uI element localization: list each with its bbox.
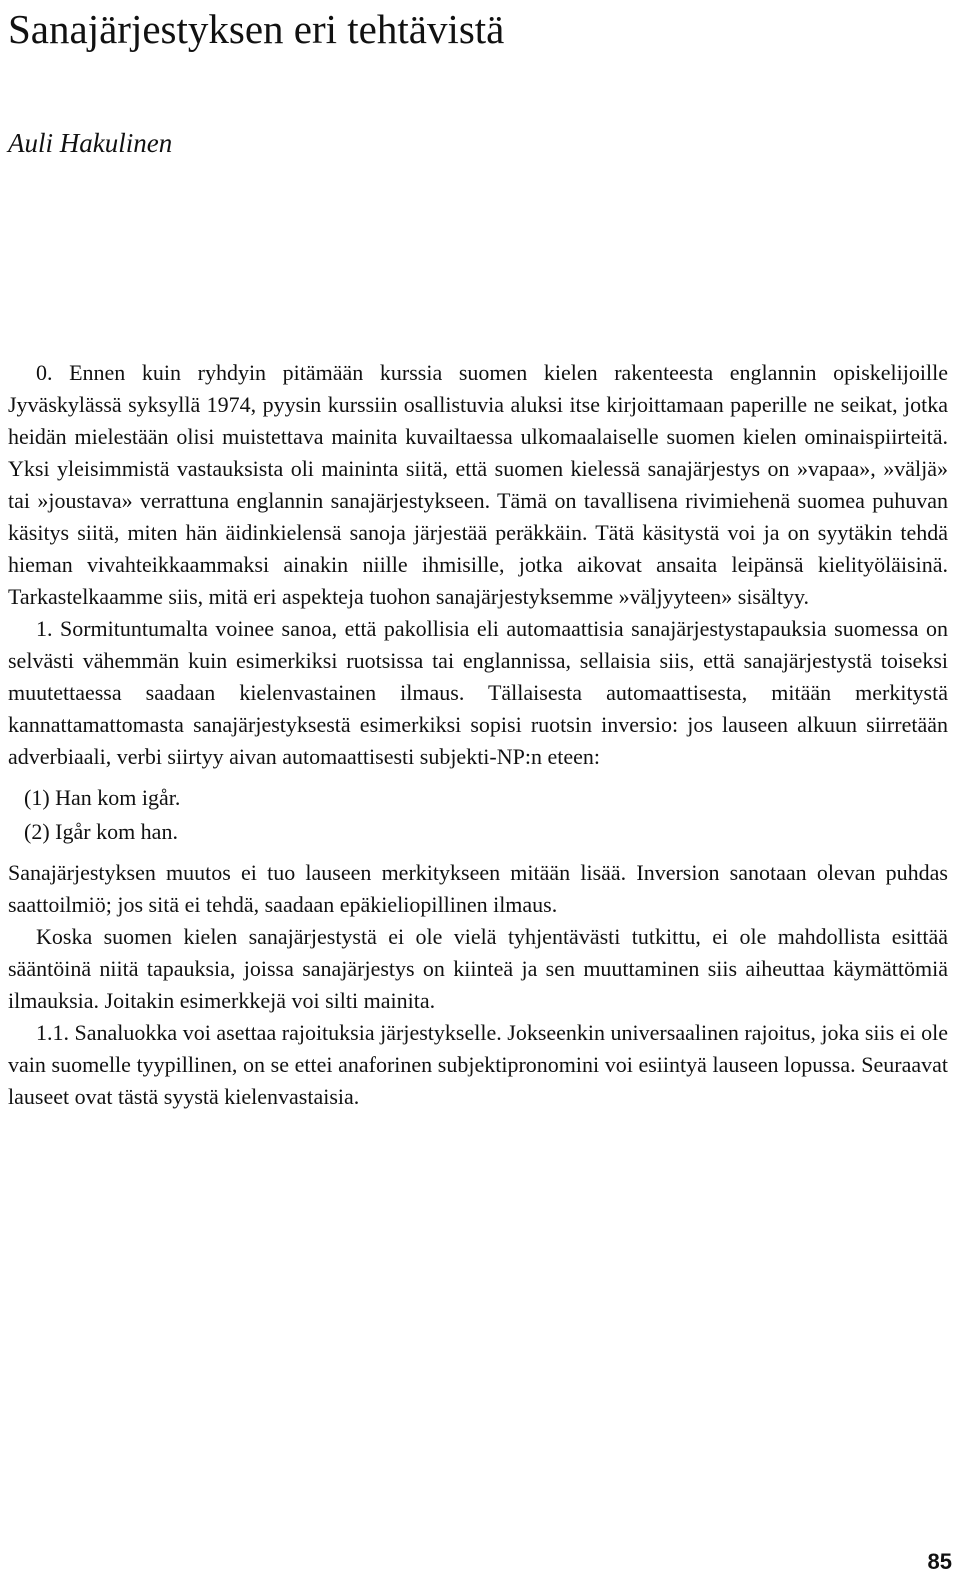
page-number: 85 (927, 1549, 952, 1574)
paragraph-2: Sanajärjestyksen muutos ei tuo lauseen merkitykseen mitään lisää. Inversion sanotaan olevan puhdas saattoilmiö; jos sitä ei tehdä, saadaan epäkieliopillinen ilmaus. (8, 860, 948, 917)
paragraph-0: 0. Ennen kuin ryhdyin pitämään kurssia suomen kielen rakenteesta englannin opiskelijoille Jyväskylässä syksyllä 1974, pyysin kurssiin osallistuvia aluksi itse kirjoittamaan paperille ne seikat, jotka heidän mielestään olisi muistettava mainita kuvailtaessa ulkomaalaiselle suomen kielen ominaispiirteitä. Yksi yleisimmistä vastauksista oli maininta siitä, että suomen kielessä sanajärjestys on »vapaa», »väljä» tai »joustava» verrattuna englannin sanajärjestykseen. Tämä on tavallisena rivimiehenä suomea puhuvan käsitys siitä, miten hän äidinkielensä sanoja järjestää peräkkäin. Tätä käsitystä voi ja on syytäkin tehdä hieman vivahteikkaammaksi ainakin niille ihmisille, jotka aikovat ansaita leipänsä kielityöläisinä. Tarkastelkaamme siis, mitä eri aspekteja tuohon sanajärjestyksemme »väljyyteen» sisältyy. (8, 360, 948, 609)
example-2: (2) Igår kom han. (24, 819, 178, 844)
article-body (8, 357, 948, 1113)
paragraph-1: 1. Sormituntumalta voinee sanoa, että pakollisia eli automaattisia sanajärjestystapauksia suomessa on selvästi vähemmän kuin esimerkiksi ruotsissa tai englannissa, sellaisia siis, että sanajärjestystä toiseksi muutettaessa saadaan kielenvastainen ilmaus. Tällaisesta automaattisesta, mitään merkitystä kannattamattomasta sanajärjestyksestä esimerkiksi sopisi ruotsin inversio: jos lauseen alkuun siirretään adverbiaali, verbi siirtyy aivan automaattisesti subjekti-NP:n eteen: (8, 616, 948, 769)
example-1: (1) Han kom igår. (24, 785, 181, 810)
example-list (24, 781, 948, 849)
paragraph-4: 1.1. Sanaluokka voi asettaa rajoituksia järjestykselle. Jokseenkin universaalinen rajoitus, joka siis ei ole vain suomelle tyypillinen, on se ettei anaforinen subjektipronomini voi esiintyä lauseen lopussa. Seuraavat lauseet ovat tästä syystä kielenvastaisia. (8, 1020, 948, 1109)
article-title: Sanajärjestyksen eri tehtävistä (8, 6, 505, 52)
paragraph-3: Koska suomen kielen sanajärjestystä ei ole vielä tyhjentävästi tutkittu, ei ole mahdollista esittää sääntöinä niitä tapauksia, joissa sanajärjestys on kiinteä ja sen muuttaminen siis aiheuttaa käymättömiä ilmauksia. Joitakin esimerkkejä voi silti mainita. (8, 924, 948, 1013)
article-author: Auli Hakulinen (8, 128, 173, 158)
